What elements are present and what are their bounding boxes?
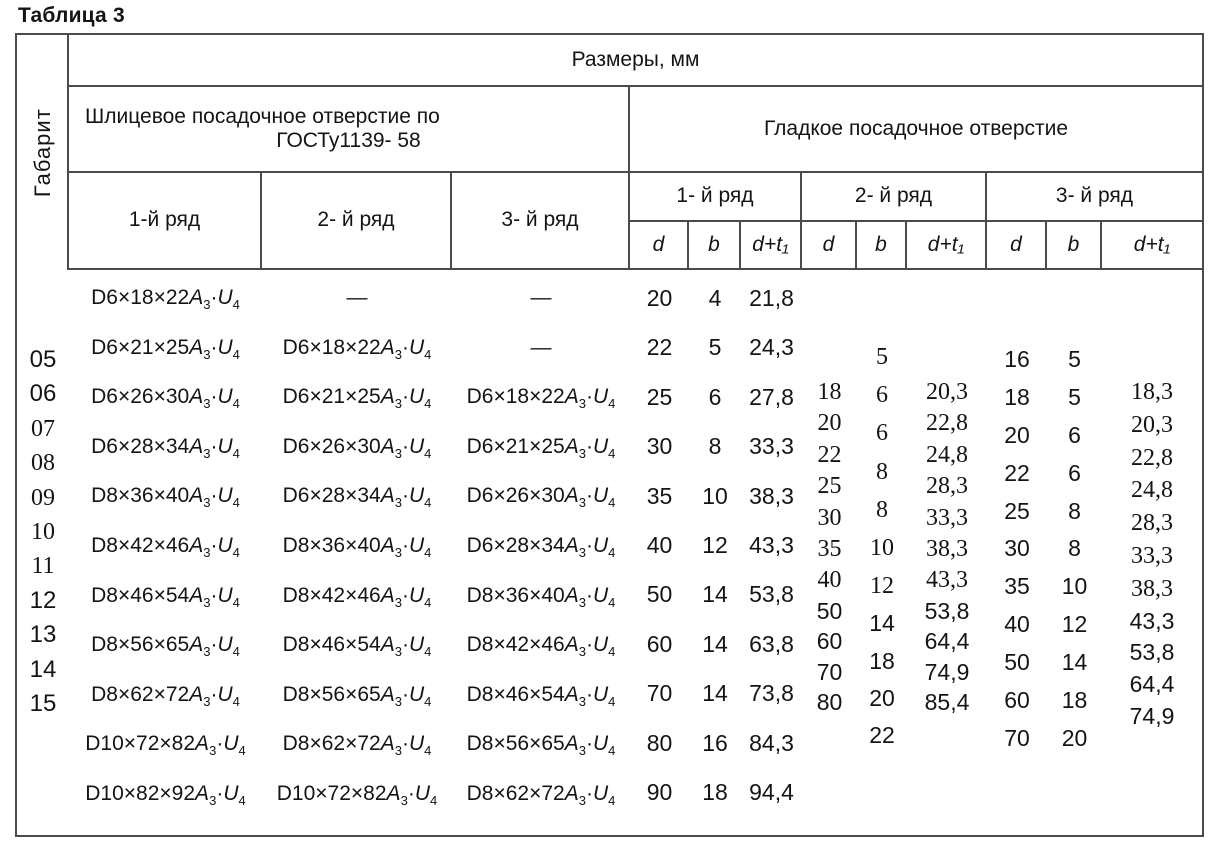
g3-dt-header: d+t₁ [1102, 222, 1202, 270]
b-value: 14 [702, 680, 728, 707]
d-value: 25 [1004, 497, 1030, 524]
spline-designation: $D8\times 56\times 65A_3\cdot U_4$ [91, 633, 240, 660]
spline-designation: $D8\times 56\times 65A_3\cdot U_4$ [282, 682, 432, 709]
dt-value: 24,3 [749, 334, 794, 361]
b-value: 14 [1061, 649, 1088, 676]
g1-d-column [630, 270, 689, 835]
d-value: 70 [1004, 724, 1030, 751]
dt-value: 53,8 [749, 581, 794, 608]
dt-value: 94,4 [749, 778, 794, 805]
b-value: 8 [708, 433, 722, 460]
spline-designation: $D6\times 28\times 34A_3\cdot U_4$ [91, 434, 240, 461]
dt-value: 73,8 [749, 680, 794, 707]
d-value: 30 [1004, 535, 1030, 562]
g3-b-header: b [1047, 222, 1102, 270]
b-value: 18 [702, 778, 728, 805]
gabarit-value: 11 [31, 553, 55, 580]
spline-designation: $D8\times 62\times 72A_3\cdot U_4$ [282, 732, 432, 759]
g3-d-header: d [987, 222, 1047, 270]
g3-dt-column [1102, 270, 1202, 835]
spline-designation: $D8\times 62\times 72A_3\cdot U_4$ [466, 781, 616, 809]
dt-value: 84,3 [749, 729, 794, 756]
d-value: 16 [1004, 346, 1030, 372]
spline-designation: — [530, 335, 552, 359]
d-value: 20 [1004, 421, 1030, 448]
b-value: 14 [702, 630, 728, 657]
d-value: 30 [817, 504, 842, 531]
d-value: 60 [646, 630, 673, 657]
d-value: 25 [817, 473, 842, 500]
dt-value: 38,3 [1131, 575, 1173, 602]
dimensions-table [15, 33, 1204, 837]
gabarit-value: 13 [29, 621, 57, 649]
b-value: 5 [708, 334, 722, 361]
smooth-row1-header: 1- й ряд [630, 173, 802, 222]
spline-designation: $D10\times 82\times 92A_3\cdot U_4$ [85, 781, 246, 809]
dt-value: 33,3 [749, 433, 794, 460]
dt-value: 64,4 [924, 628, 970, 655]
spline-title-line1: Шлицевое посадочное отверстие по [85, 104, 440, 128]
dt-value: 85,4 [924, 688, 970, 715]
d-value: 20 [817, 410, 842, 437]
g2-dt-column [907, 270, 987, 835]
d-value: 90 [646, 778, 673, 805]
b-value: 6 [876, 420, 888, 447]
gabarit-value: 05 [29, 346, 57, 373]
d-value: 22 [646, 334, 673, 361]
g2-d-header: d [802, 222, 857, 270]
b-value: 5 [1068, 346, 1081, 372]
spline-designation: $D8\times 42\times 46A_3\cdot U_4$ [466, 633, 616, 660]
g2-d-column [802, 270, 857, 835]
spline-row1-header: 1-й ряд [69, 173, 262, 270]
d-value: 50 [1004, 649, 1030, 676]
d-value: 22 [1004, 459, 1030, 486]
g1-dt-column [741, 270, 802, 835]
b-value: 16 [702, 729, 728, 756]
gabarit-value: 14 [29, 655, 57, 683]
gabarit-column-header [17, 35, 69, 270]
spline-designation: $D10\times 72\times 82A_3\cdot U_4$ [85, 732, 246, 759]
d-value: 40 [817, 567, 842, 594]
spline-designation: — [346, 286, 368, 309]
gabarit-value: 10 [31, 518, 55, 545]
d-value: 40 [646, 531, 673, 558]
b-value: 10 [1061, 573, 1088, 600]
d-value: 70 [816, 658, 843, 685]
d-value: 35 [1004, 573, 1030, 600]
g1-dt-header: d+t₁ [741, 222, 802, 270]
spline-row1-column [69, 270, 262, 835]
dt-value: 28,3 [1131, 510, 1173, 537]
d-value: 35 [817, 535, 842, 562]
d-value: 25 [646, 383, 673, 410]
b-value: 20 [869, 684, 895, 711]
g1-d-header: d [630, 222, 689, 270]
b-value: 10 [870, 534, 894, 561]
dt-value: 33,3 [1131, 542, 1173, 569]
d-value: 35 [646, 482, 673, 509]
dt-value: 53,8 [1129, 639, 1175, 666]
spline-designation: $D6\times 21\times 25A_3\cdot U_4$ [466, 434, 616, 461]
spline-designation: $D8\times 46\times 54A_3\cdot U_4$ [91, 583, 240, 610]
spline-designation: $D6\times 18\times 22A_3\cdot U_4$ [91, 286, 240, 313]
g3-d-column [987, 270, 1047, 835]
b-value: 10 [702, 482, 728, 509]
b-value: 18 [1061, 687, 1088, 714]
b-value: 8 [1068, 497, 1081, 524]
g1-b-column [689, 270, 741, 835]
b-value: 8 [1068, 535, 1081, 562]
dt-value: 43,3 [1129, 607, 1175, 634]
gabarit-value: 09 [31, 484, 55, 511]
dt-value: 43,3 [926, 567, 968, 594]
b-value: 12 [870, 573, 894, 600]
dt-value: 27,8 [749, 383, 794, 410]
dt-value: 24,8 [1131, 477, 1173, 504]
spline-designation: $D6\times 18\times 22A_3\cdot U_4$ [466, 385, 616, 412]
spline-title-line2: ГОСТу1139- 58 [276, 129, 421, 152]
b-value: 6 [876, 382, 888, 409]
smooth-row3-header: 3- й ряд [987, 173, 1202, 222]
spline-designation: $D8\times 46\times 54A_3\cdot U_4$ [466, 682, 616, 709]
d-value: 70 [646, 680, 673, 707]
d-value: 80 [646, 729, 673, 756]
g1-b-header: b [689, 222, 741, 270]
spline-row2-header: 2- й ряд [262, 173, 452, 270]
b-value: 5 [1068, 383, 1081, 410]
spline-designation: $D6\times 28\times 34A_3\cdot U_4$ [466, 533, 616, 561]
sizes-header: Размеры, мм [69, 35, 1202, 87]
d-value: 20 [646, 285, 673, 311]
gabarit-value: 12 [29, 586, 57, 614]
dt-value: 28,3 [926, 473, 968, 500]
d-value: 60 [1004, 687, 1030, 714]
b-value: 12 [1061, 611, 1088, 638]
spline-designation: — [530, 286, 552, 309]
b-value: 6 [1068, 459, 1081, 486]
dt-value: 22,8 [1131, 444, 1173, 471]
gabarit-values-column [17, 270, 69, 835]
spline-row3-column [452, 270, 630, 835]
spline-designation: $D6\times 21\times 25A_3\cdot U_4$ [91, 335, 240, 362]
spline-designation: $D8\times 62\times 72A_3\cdot U_4$ [91, 682, 240, 709]
spline-designation: $D6\times 21\times 25A_3\cdot U_4$ [282, 385, 432, 412]
g2-dt-header: d+t₁ [907, 222, 987, 270]
dt-value: 38,3 [926, 535, 968, 562]
spline-designation: $D6\times 28\times 34A_3\cdot U_4$ [282, 484, 432, 511]
d-value: 50 [816, 597, 843, 624]
dt-value: 53,8 [924, 597, 970, 624]
spline-designation: $D6\times 26\times 30A_3\cdot U_4$ [466, 484, 616, 511]
d-value: 50 [646, 581, 673, 608]
b-value: 4 [708, 285, 722, 311]
g3-b-column [1047, 270, 1102, 835]
d-value: 22 [817, 441, 842, 468]
dt-value: 24,8 [926, 441, 968, 468]
b-value: 8 [876, 496, 888, 523]
d-value: 60 [816, 628, 843, 655]
spline-designation: $D6\times 26\times 30A_3\cdot U_4$ [282, 434, 432, 461]
spline-designation: $D10\times 72\times 82A_3\cdot U_4$ [276, 781, 438, 809]
gabarit-value: 07 [31, 415, 55, 442]
b-value: 14 [702, 581, 728, 608]
dt-value: 63,8 [749, 630, 794, 657]
gabarit-value: 08 [31, 450, 55, 477]
spline-designation: $D8\times 42\times 46A_3\cdot U_4$ [91, 533, 240, 561]
b-value: 6 [1068, 421, 1081, 448]
dt-value: 38,3 [749, 482, 794, 509]
g2-b-column [857, 270, 907, 835]
d-value: 40 [1004, 611, 1030, 638]
b-value: 14 [869, 610, 895, 637]
dt-value: 43,3 [749, 531, 794, 558]
dt-value: 18,3 [1131, 379, 1173, 405]
spline-designation: $D8\times 36\times 40A_3\cdot U_4$ [466, 583, 616, 610]
b-value: 20 [1061, 724, 1088, 751]
spline-designation: $D6\times 18\times 22A_3\cdot U_4$ [282, 335, 432, 362]
spline-section-title [69, 87, 630, 173]
spline-row2-column [262, 270, 452, 835]
b-value: 22 [869, 721, 895, 748]
spline-row3-header: 3- й ряд [452, 173, 630, 270]
spline-designation: $D8\times 46\times 54A_3\cdot U_4$ [282, 633, 432, 660]
smooth-row2-header: 2- й ряд [802, 173, 987, 222]
spline-designation: $D8\times 56\times 65A_3\cdot U_4$ [466, 732, 616, 759]
b-value: 5 [876, 344, 888, 370]
b-value: 18 [869, 647, 895, 674]
d-value: 18 [817, 379, 842, 405]
g2-b-header: b [857, 222, 907, 270]
dt-value: 21,8 [749, 285, 794, 311]
dt-value: 22,8 [926, 410, 968, 437]
dt-value: 20,3 [1131, 411, 1173, 438]
b-value: 6 [708, 383, 722, 410]
dt-value: 33,3 [926, 504, 968, 531]
b-value: 8 [876, 458, 888, 485]
dt-value: 64,4 [1129, 671, 1175, 698]
gabarit-label: Габарит [29, 108, 55, 197]
spline-designation: $D8\times 42\times 46A_3\cdot U_4$ [282, 583, 432, 610]
dt-value: 20,3 [926, 379, 968, 405]
dt-value: 74,9 [924, 658, 970, 685]
spline-designation: $D6\times 26\times 30A_3\cdot U_4$ [91, 385, 240, 412]
d-value: 30 [646, 433, 673, 460]
d-value: 80 [816, 688, 843, 715]
gabarit-value: 06 [29, 380, 57, 408]
dt-value: 74,9 [1129, 702, 1175, 729]
table-caption: Таблица 3 [18, 4, 125, 27]
spline-designation: $D8\times 36\times 40A_3\cdot U_4$ [91, 484, 240, 511]
d-value: 18 [1004, 383, 1030, 410]
smooth-section-title: Гладкое посадочное отверстие [630, 87, 1202, 173]
gabarit-value: 15 [29, 689, 57, 717]
b-value: 12 [702, 531, 728, 558]
spline-designation: $D8\times 36\times 40A_3\cdot U_4$ [282, 533, 432, 561]
